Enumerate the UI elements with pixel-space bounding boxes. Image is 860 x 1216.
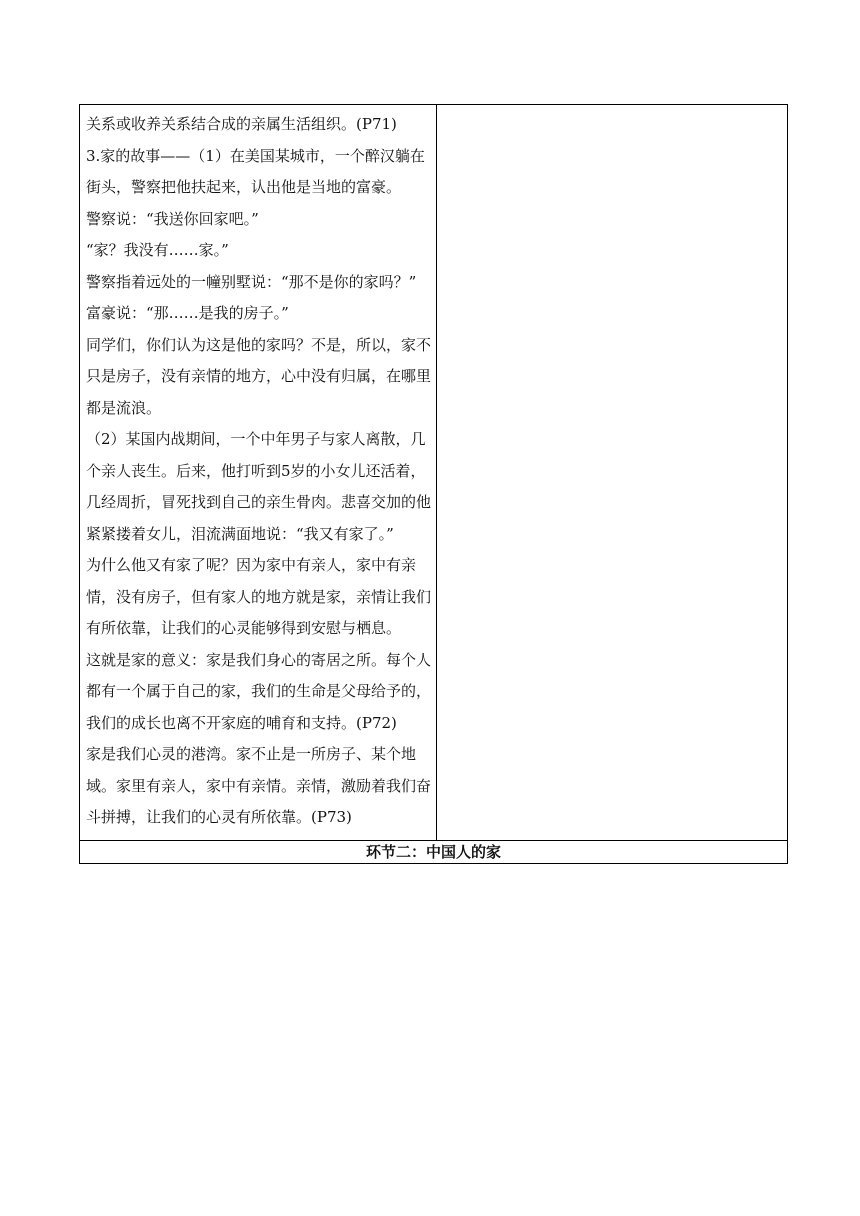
paragraph-definition: 关系或收养关系结合成的亲属生活组织。(P71)	[86, 115, 397, 133]
paragraph-reflection-one: 同学们，你们认为这是他的家吗？不是，所以，家不只是房子，没有亲情的地方，心中没有归属，在哪里都是流浪。	[86, 335, 432, 417]
section-row	[80, 840, 788, 863]
lesson-plan-table	[79, 104, 788, 864]
section-title: 环节二：中国人的家	[365, 842, 501, 861]
paragraph-drunk-reply: “家？我没有……家。”	[86, 241, 229, 259]
notes-cell	[436, 105, 788, 841]
section-cell	[80, 840, 788, 863]
paragraph-reflection-two: 为什么他又有家了呢？因为家中有亲人，家中有亲情，没有房子，但有家人的地方就是家，亲情让我们有所依靠，让我们的心灵能够得到安慰与栖息。	[86, 556, 432, 637]
lesson-content-cell	[80, 105, 437, 841]
paragraph-police-line: 警察说：“我送你回家吧。”	[86, 209, 259, 228]
content-row	[80, 105, 788, 841]
paragraph-rich-reply: 富豪说：“那……是我的房子。”	[86, 304, 289, 322]
paragraph-story-two: （2）某国内战期间，一个中年男子与家人离散，几个亲人丧生。后来，他打听到5岁的小女儿还活着，几经周折，冒死找到自己的亲生骨肉。悲喜交加的他紧紧搂着女儿，泪流满面地说：“我又有家了。”	[86, 430, 432, 543]
paragraph-police-question: 警察指着远处的一幢别墅说：“那不是你的家吗？”	[86, 272, 417, 291]
paragraph-meaning-of-home: 这就是家的意义：家是我们身心的寄居之所。每个人都有一个属于自己的家，我们的生命是父母给予的，我们的成长也离不开家庭的哺育和支持。(P72)	[86, 650, 432, 732]
paragraph-story-one: 3.家的故事——（1）在美国某城市，一个醉汉躺在街头，警察把他扶起来，认出他是当地的富豪。	[86, 146, 425, 196]
paragraph-harbor-of-heart: 家是我们心灵的港湾。家不止是一所房子、某个地域。家里有亲人，家中有亲情。亲情，激励着我们奋斗拼搏，让我们的心灵有所依靠。(P73)	[86, 745, 432, 826]
